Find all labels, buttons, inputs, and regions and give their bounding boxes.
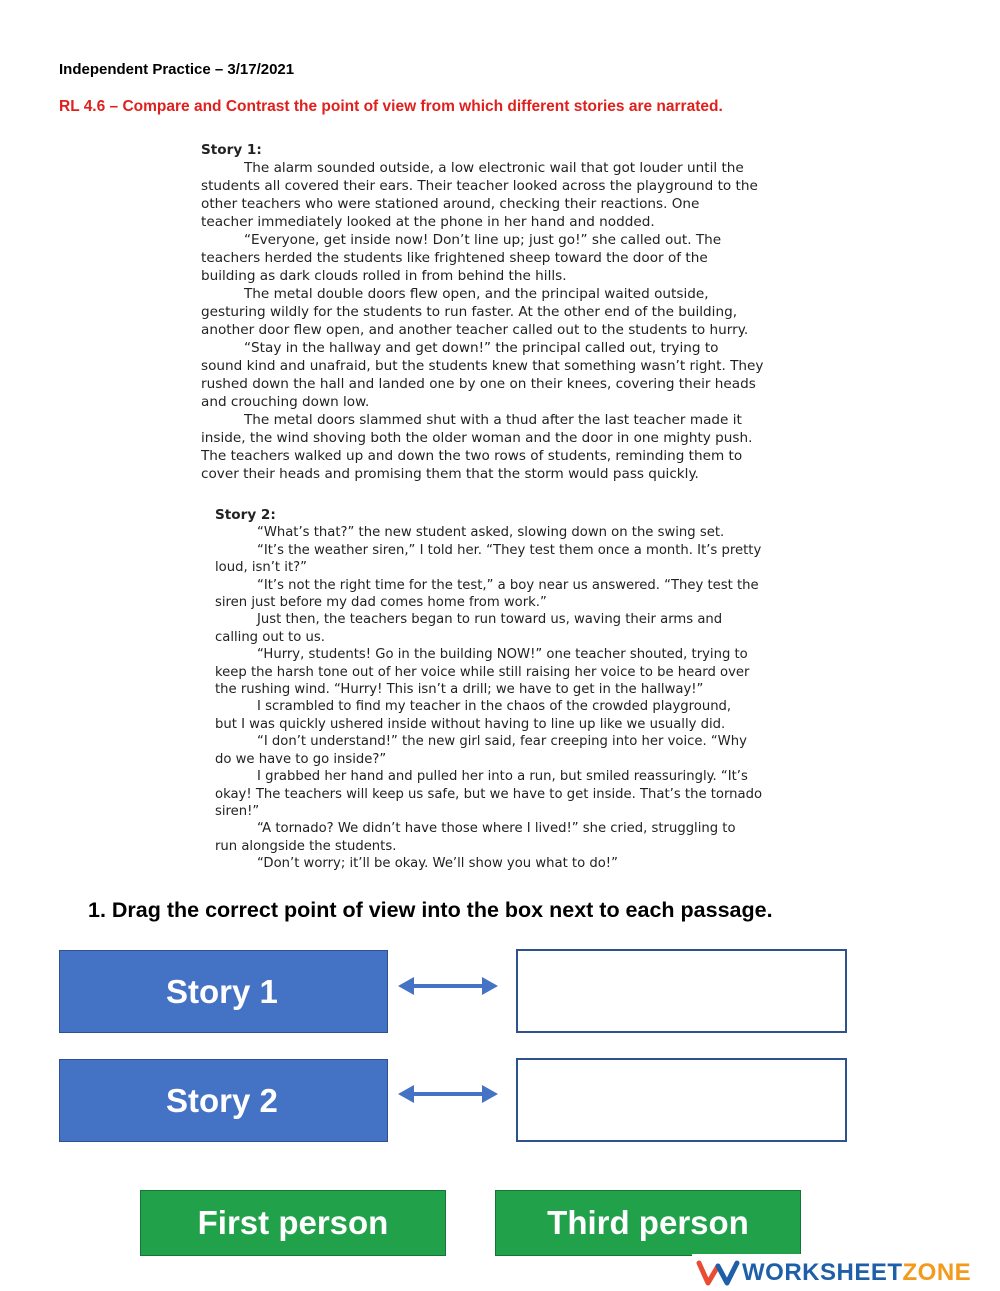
passage-line: run alongside the students. [215,838,397,854]
passage-line: students all covered their ears. Their teacher looked across the playground to the [201,178,758,194]
passage-line: The metal double doors flew open, and the principal waited outside, [244,286,709,302]
passage-line: “Don’t worry; it’ll be okay. We’ll show you what to do!” [257,856,618,872]
story-2-label-box [59,1059,388,1142]
passage-line: inside, the wind shoving both the older woman and the door in one mighty push. [201,430,753,446]
passage-line: loud, isn’t it?” [215,560,307,576]
passage-line: teachers herded the students like frightened sheep toward the door of the [201,250,708,266]
question-prompt: 1. Drag the correct point of view into the box next to each passage. [88,898,773,922]
story-1-passage [201,141,763,483]
story-2-passage [215,507,762,873]
passage-line: The metal doors slammed shut with a thud after the last teacher made it [244,412,742,428]
story-1-lines [201,159,763,483]
first-person-draggable[interactable]: First person [140,1190,446,1256]
double-arrow-icon [398,975,498,997]
brand-word-2: ZONE [902,1258,972,1286]
passage-line: calling out to us. [215,629,325,645]
story-1-drop-target[interactable] [516,949,847,1033]
passage-line: I scrambled to find my teacher in the chaos of the crowded playground, [257,699,732,715]
passage-line: the rushing wind. “Hurry! This isn’t a drill; we have to get in the hallway!” [215,682,704,698]
passage-line: but I was quickly ushered inside without having to line up like we usually did. [215,716,726,732]
passage-line: “A tornado? We didn’t have those where I lived!” she cried, struggling to [257,821,736,837]
passage-line: “It’s the weather siren,” I told her. “They test them once a month. It’s pretty [257,542,762,558]
passage-line: cover their heads and promising them that the storm would pass quickly. [201,466,699,482]
story-1-label-box [59,950,388,1033]
worksheet-date-heading: Independent Practice – 3/17/2021 [59,61,295,78]
passage-line: “Hurry, students! Go in the building NOW!” one teacher shouted, trying to [257,647,748,663]
passage-line: keep the harsh tone out of her voice while still raising her voice to be heard over [215,664,750,680]
passage-line: “I don’t understand!” the new girl said, fear creeping into her voice. “Why [257,734,747,750]
worksheetzone-brand [692,1254,1000,1291]
passage-line: I grabbed her hand and pulled her into a run, but smiled reassuringly. “It’s [257,769,748,785]
story-1-label: Story 1 [166,972,278,1010]
passage-line: another door flew open, and another teacher called out to the students to hurry. [201,322,749,338]
passage-line: Just then, the teachers began to run toward us, waving their arms and [257,612,723,628]
passage-line: “Stay in the hallway and get down!” the principal called out, trying to [244,340,719,356]
passage-line: sound kind and unafraid, but the students knew that something wasn’t right. They [201,358,764,374]
passage-line: teacher immediately looked at the phone in her hand and nodded. [201,214,655,230]
passage-line: do we have to go inside?” [215,751,387,767]
passage-line: siren just before my dad comes home from work.” [215,595,547,611]
standard-heading: RL 4.6 – Compare and Contrast the point of view from which different stories are narrated. [59,98,723,115]
worksheetzone-logo-icon [696,1258,740,1288]
story-2-label: Story 2 [166,1081,278,1119]
passage-line: “What’s that?” the new student asked, slowing down on the swing set. [257,525,725,541]
story-2-title: Story 2: [215,507,276,523]
third-person-draggable[interactable]: Third person [495,1190,801,1256]
passage-line: rushed down the hall and landed one by one on their knees, covering their heads [201,376,756,392]
brand-word-1: WORKSHEET [742,1258,903,1286]
story-2-lines [215,524,762,872]
passage-line: siren!” [215,803,260,819]
story-1-title: Story 1: [201,142,262,158]
passage-line: The alarm sounded outside, a low electronic wail that got louder until the [244,160,744,176]
passage-line: The teachers walked up and down the two rows of students, reminding them to [201,448,743,464]
double-arrow-icon [398,1083,498,1105]
passage-line: okay! The teachers will keep us safe, but we have to get inside. That’s the tornado [215,786,763,802]
passage-line: and crouching down low. [201,394,370,410]
passage-line: gesturing wildly for the students to run faster. At the other end of the building, [201,304,738,320]
passage-line: building as dark clouds rolled in from behind the hills. [201,268,567,284]
passage-line: “It’s not the right time for the test,” a boy near us answered. “They test the [257,577,759,593]
worksheetzone-wordmark [742,1259,971,1287]
passage-line: other teachers who were stationed around, checking their reactions. One [201,196,700,212]
passage-line: “Everyone, get inside now! Don’t line up; just go!” she called out. The [244,232,722,248]
story-2-drop-target[interactable] [516,1058,847,1142]
